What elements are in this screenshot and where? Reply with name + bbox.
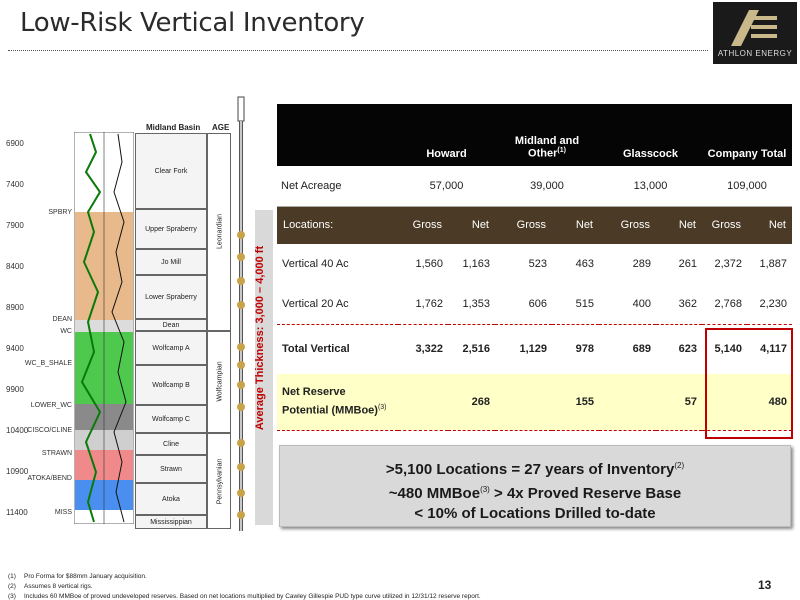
header-howard: Howard (426, 148, 467, 160)
table-cell: 606 (528, 297, 547, 310)
table-header-row (277, 104, 792, 166)
log-tracks-graphic (74, 132, 134, 524)
footnote-text: Assumes 8 vertical rigs. (24, 583, 93, 590)
zone-dean: Dean (135, 319, 207, 331)
table-cell: 2,230 (759, 297, 787, 310)
table-cell: 2,516 (448, 324, 495, 374)
summary-line-2-pre: ~480 MMBoe (388, 485, 481, 502)
reserve-note: (3) (377, 403, 387, 411)
header-company: Company Total (707, 148, 787, 160)
depth-label: 9400 (6, 344, 24, 353)
zone-jo-mill: Jo Mill (135, 249, 207, 275)
table-cell: 289 (632, 258, 651, 270)
company-total-highlight (705, 328, 793, 439)
row-label: Total Vertical (277, 324, 398, 374)
footnote-text: Includes 60 MMBoe of proved undeveloped reserves. Based on net locations multiplied by Cawley Gillespie PUD type curve utilized in 12/31/12 reserve report. (24, 593, 481, 600)
footnote-text: Pro Forma for $88mm January acquisition. (24, 573, 147, 580)
table-cell: 261 (678, 258, 697, 270)
summary-line-1-note: (2) (674, 461, 685, 470)
header-glasscock: Glasscock (622, 148, 679, 160)
gross-label: Gross (412, 219, 442, 232)
footnote (8, 582, 481, 592)
table-cell: 4,117 (747, 324, 792, 374)
table-cell: 57 (599, 374, 702, 430)
reserve-label-line1: Net Reserve (282, 385, 346, 398)
zone-mississippian: Mississippian (135, 515, 207, 529)
footnotes (8, 572, 481, 600)
table-cell: 2,768 (714, 297, 742, 310)
footnote-number: (1) (8, 573, 16, 580)
depth-label: 10900 (6, 467, 29, 476)
zone-lower-spraberry: Lower Spraberry (135, 275, 207, 319)
acreage-company: 109,000 (702, 166, 792, 206)
zone-wolfcamp-b: Wolfcamp B (135, 365, 207, 405)
zone-upper-spraberry: Upper Spraberry (135, 209, 207, 249)
acreage-glasscock: 13,000 (599, 166, 702, 206)
header-midland (495, 104, 599, 166)
summary-box (279, 445, 791, 527)
table-cell: 623 (656, 324, 702, 374)
page-title: Low-Risk Vertical Inventory (20, 8, 365, 38)
row-label: Vertical 40 Ac (282, 258, 349, 270)
summary-line-2-note: (3) (480, 485, 490, 494)
table-cell: 155 (495, 374, 599, 430)
formation-label: CISCO/CLINE (27, 427, 72, 434)
zone-clear-fork: Clear Fork (135, 133, 207, 209)
depth-label: 7400 (6, 180, 24, 189)
header-midland-label: Midland and Other (514, 135, 580, 160)
depth-label: 9900 (6, 385, 24, 394)
gross-label: Gross (711, 219, 741, 232)
table-cell: 523 (528, 258, 547, 270)
gross-label: Gross (516, 219, 546, 232)
footnote (8, 572, 481, 582)
age-pennsylvanian-box (207, 433, 231, 529)
row-label: Vertical 20 Ac (282, 297, 349, 310)
summary-line-1 (280, 456, 790, 480)
summary-line-1-text: >5,100 Locations = 27 years of Inventory (385, 461, 675, 478)
header-blank (277, 104, 398, 166)
table-cell: 362 (678, 297, 697, 310)
formation-label: STRAWN (41, 450, 72, 457)
summary-line-3: < 10% of Locations Drilled to-date (414, 505, 656, 522)
table-cell: 1,560 (415, 258, 443, 270)
reserve-label-line2: Potential (MMBoe) (282, 404, 378, 417)
zone-cline: Cline (135, 433, 207, 455)
basin-header: Midland Basin (146, 123, 201, 132)
table-row (277, 284, 792, 324)
depth-label: 6900 (6, 139, 24, 148)
net-label: Net (575, 219, 593, 232)
age-leonardian-box (207, 133, 231, 331)
table-cell: 400 (632, 297, 651, 310)
acreage-howard: 57,000 (398, 166, 495, 206)
title-divider (8, 50, 708, 51)
depth-label: 8400 (6, 262, 24, 271)
age-header: AGE (212, 123, 230, 132)
depth-label: 11400 (6, 508, 28, 517)
table-cell: 978 (552, 324, 599, 374)
table-cell: 463 (575, 258, 594, 270)
zone-strawn: Strawn (135, 455, 207, 483)
header-midland-note: (1) (557, 147, 566, 155)
age-leonardian: Leonardian (216, 213, 224, 250)
page-number: 13 (758, 578, 772, 592)
age-wolfcampian: Wolfcampian (216, 361, 224, 402)
table-cell: 268 (398, 374, 495, 430)
table-cell: 3,322 (398, 324, 448, 374)
table-cell: 5,140 (702, 324, 747, 374)
table-cell: 689 (599, 324, 656, 374)
table-cell: 480 (702, 374, 792, 430)
summary-line-2-post: > 4x Proved Reserve Base (489, 485, 682, 502)
logo-text: ATHLON ENERGY (717, 49, 793, 58)
gross-label: Gross (620, 219, 650, 232)
well-log-panel (0, 95, 275, 540)
table-cell: 1,163 (462, 258, 490, 270)
table-cell: 1,887 (759, 258, 787, 270)
locations-header-row (277, 206, 792, 244)
formation-label: WC (60, 328, 72, 335)
zone-wolfcamp-c: Wolfcamp C (135, 405, 207, 433)
table-cell: 515 (575, 297, 594, 310)
net-label: Net (768, 219, 786, 232)
formation-label: DEAN (52, 316, 72, 323)
table-cell: 1,353 (462, 297, 490, 310)
zone-wolfcamp-a: Wolfcamp A (135, 331, 207, 365)
wellbore-icon (231, 95, 251, 535)
formation-label: WC_B_SHALE (24, 360, 72, 367)
footnote (8, 592, 481, 600)
logo-mark-icon (729, 6, 781, 48)
table-cell: 1,762 (415, 297, 443, 310)
formation-label: MISS (54, 509, 72, 516)
formation-label: ATOKA/BEND (27, 475, 72, 482)
net-acreage-row (277, 166, 792, 206)
table-row (277, 244, 792, 284)
row-label: Net Acreage (277, 166, 398, 206)
table-cell: 2,372 (714, 258, 742, 270)
table-cell: 1,129 (495, 324, 552, 374)
depth-label: 8900 (6, 303, 24, 312)
formation-label: LOWER_WC (30, 402, 72, 409)
net-label: Net (678, 219, 696, 232)
net-label: Net (471, 219, 489, 232)
footnote-number: (3) (8, 593, 16, 600)
depth-label: 10400 (6, 426, 29, 435)
athlon-logo (713, 2, 797, 64)
age-wolfcampian-box (207, 331, 231, 433)
formation-label: SPBRY (48, 209, 72, 216)
thickness-label: Average Thickness: 3,000 – 4,000 ft (254, 245, 266, 431)
row-label: Locations: (283, 219, 334, 232)
zone-atoka: Atoka (135, 483, 207, 515)
summary-line-2 (280, 480, 790, 504)
age-pennsylvanian: Pennsylvanian (216, 458, 224, 505)
depth-label: 7900 (6, 221, 24, 230)
footnote-number: (2) (8, 583, 16, 590)
acreage-midland: 39,000 (495, 166, 599, 206)
row-label (277, 374, 398, 430)
